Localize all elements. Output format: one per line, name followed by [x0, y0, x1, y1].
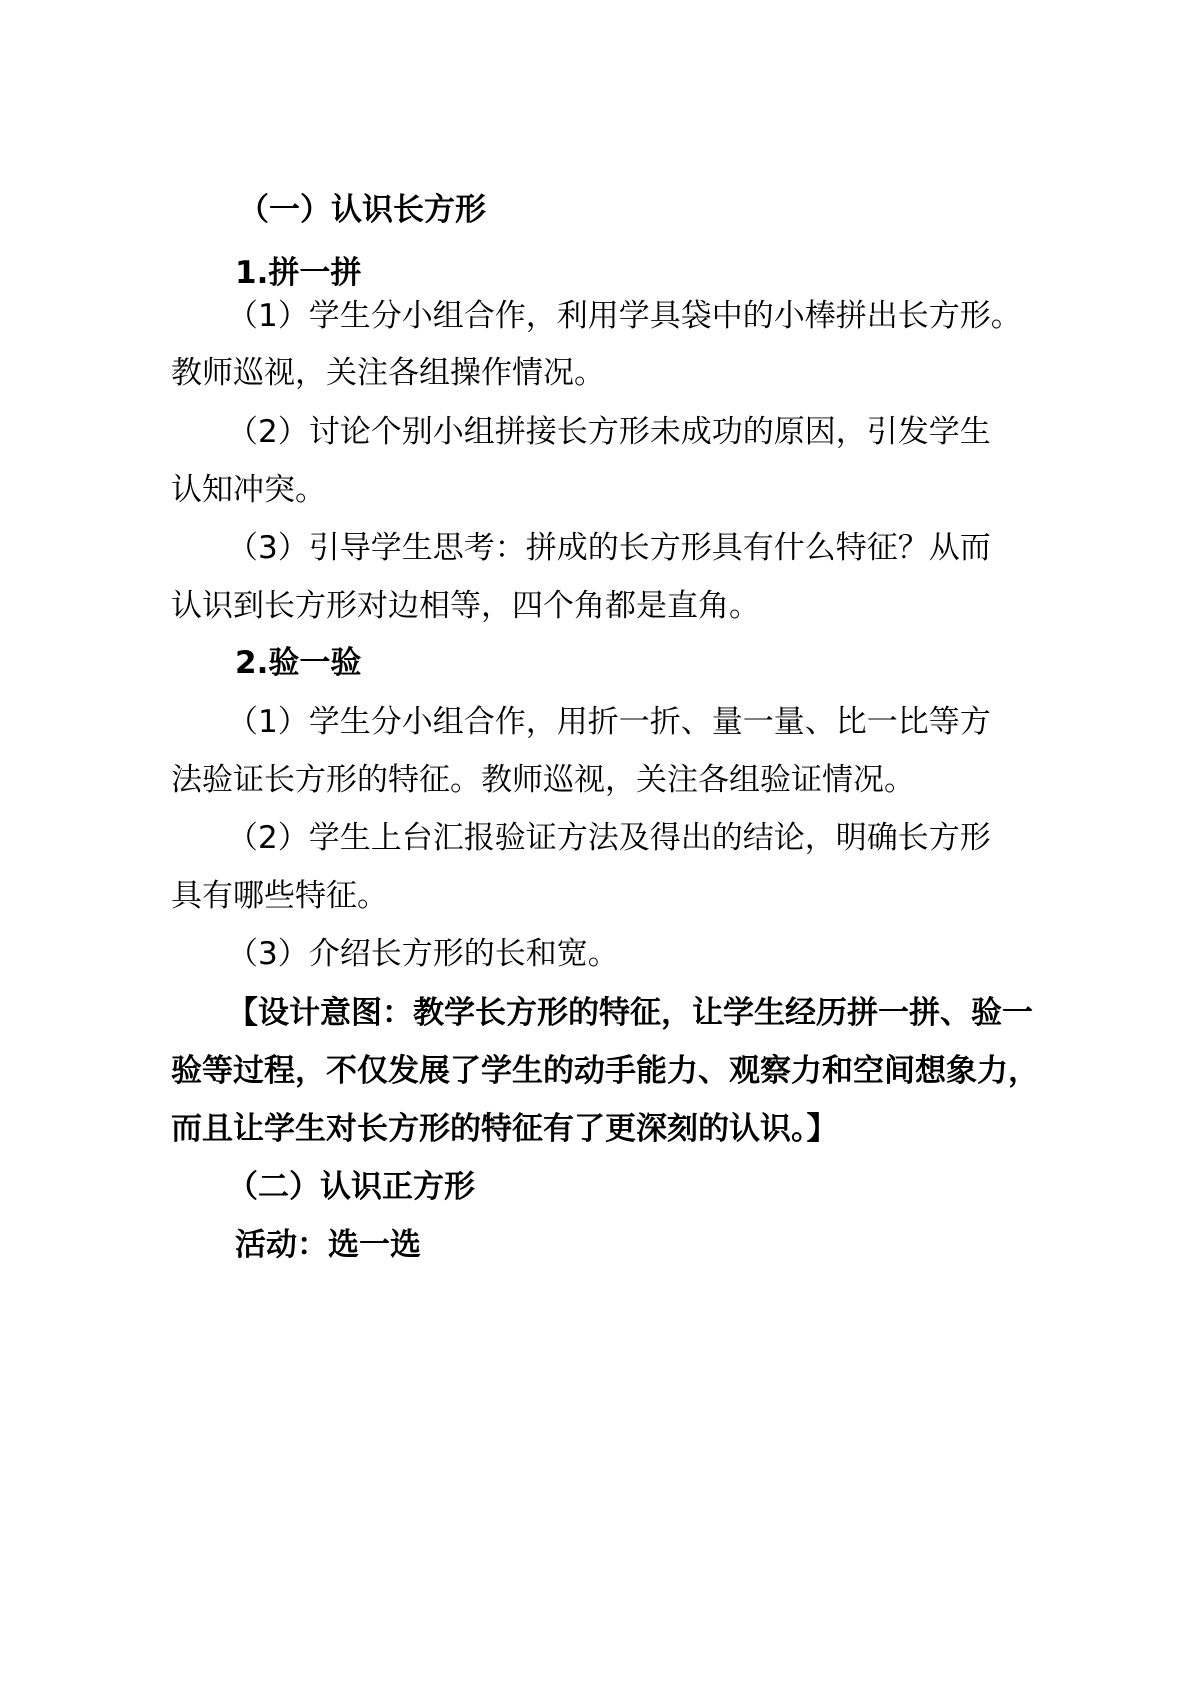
design-intent-line: 而且让学生对长方形的特征有了更深刻的认识。】	[171, 1111, 838, 1147]
section-heading-square: （二）认识正方形	[227, 1169, 475, 1205]
subheading-verify: 2.验一验	[235, 645, 362, 681]
design-intent-line: 【设计意图：教学长方形的特征，让学生经历拼一拼、验一	[227, 995, 1033, 1031]
activity-heading: 活动：选一选	[235, 1227, 421, 1263]
paragraph-line: （3）引导学生思考：拼成的长方形具有什么特征？从而	[227, 530, 991, 566]
paragraph-line: （1）学生分小组合作，用折一折、量一量、比一比等方	[227, 704, 991, 740]
paragraph-line: 法验证长方形的特征。教师巡视，关注各组验证情况。	[171, 762, 915, 798]
paragraph-line: 教师巡视，关注各组操作情况。	[171, 355, 605, 391]
section-heading-rectangle: （一）认识长方形	[238, 192, 486, 228]
design-intent-line: 验等过程，不仅发展了学生的动手能力、观察力和空间想象力，	[171, 1053, 1039, 1089]
paragraph-line: 认识到长方形对边相等，四个角都是直角。	[171, 588, 760, 624]
paragraph-line: （1）学生分小组合作，利用学具袋中的小棒拼出长方形。	[227, 298, 1022, 334]
paragraph-line: 具有哪些特征。	[171, 878, 388, 914]
subheading-assemble: 1.拼一拼	[235, 255, 362, 291]
paragraph-line: （2）讨论个别小组拼接长方形未成功的原因，引发学生	[227, 414, 991, 450]
paragraph-line: 认知冲突。	[171, 472, 326, 508]
paragraph-line: （3）介绍长方形的长和宽。	[227, 936, 619, 972]
paragraph-line: （2）学生上台汇报验证方法及得出的结论，明确长方形	[227, 820, 991, 856]
